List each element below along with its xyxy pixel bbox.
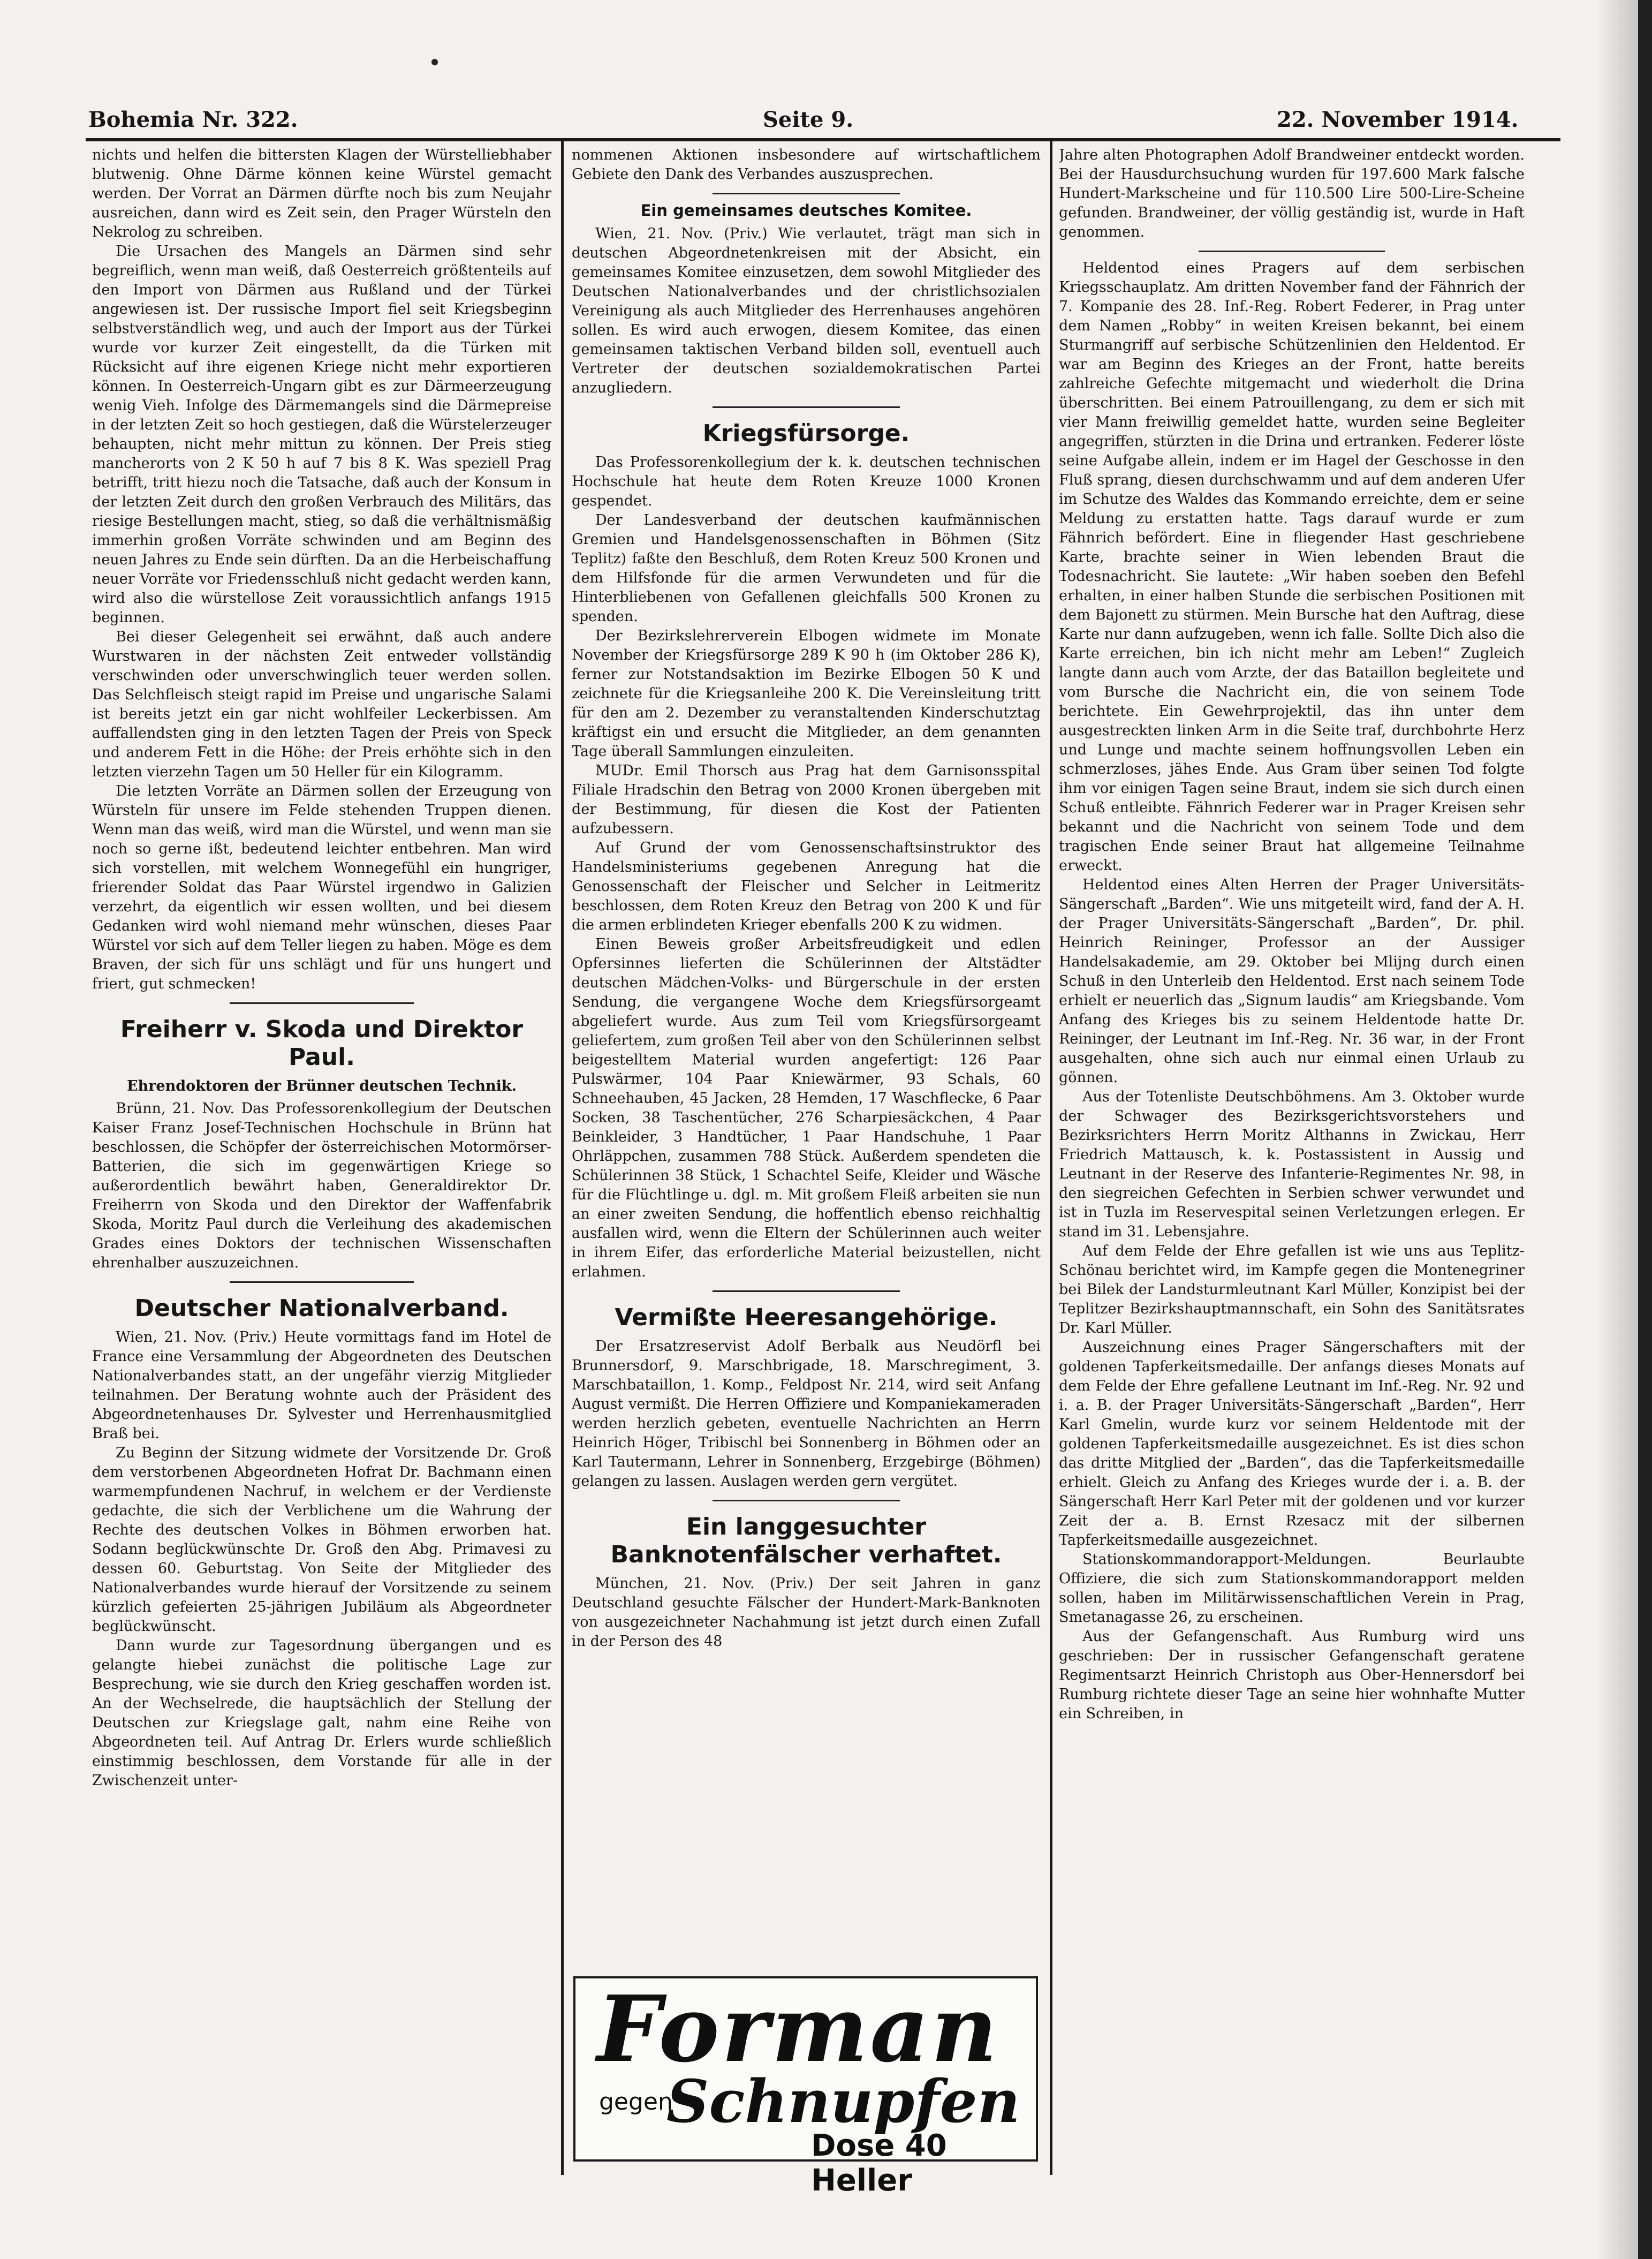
headline-vermisste: Vermißte Heeresangehörige. [615, 1304, 998, 1331]
article-text: Einen Beweis großer Arbeitsfreudigkeit und edlen Opfersinnes lieferten die Schülerinnen der Altstädter deutschen Mädchen-Volks- und Bürgerschule in der ersten Sendung, die vergangene Woche dem Kriegsfürsorgeamt abgeliefert wurde. Aus zum Teil vom Kriegsfürsorgeamt geliefertem, zum großen Teil aber von den Schülerinnen selbst beigestelltem Material wurden angefertigt: 126 Paar Pulswärmer, 104 Paar Kniewärmer, 93 Schals, 60 Schneehauben, 45 Jacken, 28 Hemden, 17 Waschflecke, 6 Paar Socken, 38 Taschentücher, 276 Scharpiesäckchen, 4 Paar Beinkleider, 3 Handtücher, 1 Paar Handschuhe, 1 Paar Ohrläppchen, zusammen 788 Stück. Außerdem spendeten die Schülerinnen 38 Stück, 1 Schachtel Seife, Kleider und Wäsche für die Flüchtlinge u. dgl. m. Mit großem Fleiß arbeiten sie nun an einer zweiten Sendung, die hoffentlich ebenso reichhaltig ausfallen wird, wenn die Eltern der Schülerinnen auch weiter in ihrem Eifer, das erforderliche Material beizustellen, nicht erlahmen. [572, 936, 1041, 1280]
header-rule [86, 138, 1560, 141]
article-separator [230, 1281, 413, 1283]
ad-brand: Forman [597, 1976, 999, 2083]
article-text: Aus der Totenliste Deutschböhmens. Am 3. Oktober wurde der Schwager des Bezirksgerichtsvorstehers und Bezirksrichters Herrn Moritz Althanns in Zwickau, Herr Friedrich Mattausch, k. k. Postassistent in Aussig und Leutnant in der Reserve des Infanterie-Regimentes Nr. 98, in den siegreichen Gefechten in Serbien schwer verwundet und ist in Tuzla im Reservespital seinen Verletzungen erlegen. Er stand im 31. Lebensjahre. [1059, 1089, 1525, 1240]
article-text: Wien, 21. Nov. (Priv.) Heute vormittags fand im Hotel de France eine Versammlung der Abgeordneten des Deutschen Nationalverbandes statt, an der ungefähr vierzig Mitglieder teilnahmen. Der Beratung wohnte auch der Präsident des Abgeordnetenhauses Dr. Sylvester und Herrenhausmitglied Braß bei. [92, 1329, 551, 1442]
article-text: nommenen Aktionen insbesondere auf wirtschaftlichem Gebiete den Dank des Verbandes auszusprechen. [572, 147, 1041, 183]
article-text: Jahre alten Photographen Adolf Brandweiner entdeckt worden. Bei der Hausdurchsuchung wurden für 197.600 Mark falsche Hundert-Markscheine und für 110.500 Lire 500-Lire-Scheine gefunden. Brandweiner, der völlig geständig ist, wurde in Haft genommen. [1059, 147, 1525, 240]
article-text: Der Ersatzreservist Adolf Berbalk aus Neudörfl bei Brunnersdorf, 9. Marschbrigade, 18. Marschregiment, 3. Marschbataillon, 1. Komp., Feldpost Nr. 214, wird seit Anfang August vermißt. Die Herren Offiziere und Kompaniekameraden werden herzlich gebeten, eventuelle Nachrichten an Herrn Heinrich Höger, Tribischl bei Sonnenberg in Böhmen oder an Karl Tautermann, Lehrer in Sonnenberg, Erzgebirge (Böhmen) gelangen zu lassen. Auslagen werden gern vergütet. [572, 1338, 1041, 1490]
forman-advertisement [573, 1976, 1038, 2198]
article-text: Brünn, 21. Nov. Das Professorenkollegium der Deutschen Kaiser Franz Josef-Technischen Hochschule in Brünn hat beschlossen, die Schöpfer der österreichischen Motormörser-Batterien, die sich im gegenwärtigen Kriege so außerordentlich bewährt haben, Generaldirektor Dr. Freiherrn von Skoda und den Direktor der Waffenfabrik Skoda, Moritz Paul durch die Verleihung des akademischen Grades eines Doktors der technischen Wissenschaften ehrenhalber auszuzeichnen. [92, 1100, 551, 1271]
column-rule-1 [561, 140, 564, 2175]
article-text: Heldentod eines Alten Herren der Prager Universitäts-Sängerschaft „Barden“. Wie uns mitgeteilt wird, fand der A. H. der Prager Universitäts-Sängerschaft „Barden“, Dr. phil. Heinrich Reininger, Professor an der Aussiger Handelsakademie, am 29. Oktober bei Mlijng durch einen Schuß in den Unterleib den Heldentod. Erst nach seinem Tode erhielt er neuerlich das „Signum laudis“ am Kriegsbande. Vom Anfang des Krieges bis zu seinem Heldentode hatte Dr. Reininger, der Leutnant im Inf.-Reg. Nr. 36 war, in der Front ausgehalten, ohne sich auch nur einmal einen Urlaub zu gönnen. [1059, 877, 1525, 1086]
publication-issue: Bohemia Nr. 322. [88, 107, 298, 132]
article-text: Aus der Gefangenschaft. Aus Rumburg wird uns geschrieben: Der in russischer Gefangenschaft geratene Regimentsarzt Heinrich Christoph aus Ober-Hennersdorf bei Rumburg richtete dieser Tage an seine hier wohnhafte Mutter ein Schreiben, in [1059, 1628, 1525, 1722]
article-text: Die letzten Vorräte an Därmen sollen der Erzeugung von Würsteln für unsere im Felde stehenden Truppen dienen. Wenn man das weiß, wird man die Würstel, und wenn man sie noch so gerne ißt, bedeutend leichter entbehren. Man wird sich vorstellen, mit welchem Wonnegefühl ein hungriger, frierender Soldat das Paar Würstel irgendwo in Galizien verzehrt, da eigentlich wir essen wollten, und bei diesem Gedanken wird wohl niemand mehr wünschen, dieses Paar Würstel vor sich auf dem Teller liegen zu haben. Möge es dem Braven, der sich für uns schlägt und für uns hungert und friert, gut schmecken! [92, 783, 551, 992]
article-text: MUDr. Emil Thorsch aus Prag hat dem Garnisonsspital Filiale Hradschin den Betrag von 2000 Kronen übergeben mit der Bestimmung, für diesen die Kost der Patienten aufzubessern. [572, 762, 1041, 837]
article-text: Der Landesverband der deutschen kaufmännischen Gremien und Handelsgenossenschaften in Böhmen (Sitz Teplitz) faßte den Beschluß, dem Roten Kreuz 500 Kronen und dem Hilfsfonde für die armen Verwundeten und für die Hinterbliebenen von Gefallenen gleichfalls 500 Kronen zu spenden. [572, 512, 1041, 625]
headline-nationalverband: Deutscher Nationalverband. [134, 1295, 509, 1322]
article-text: Die Ursachen des Mangels an Därmen sind sehr begreiflich, wenn man weiß, daß Oesterreich größtenteils auf den Import von Därmen aus Rußland und der Türkei angewiesen ist. Der russische Import fiel seit Kriegsbeginn selbstverständlich weg, und auch der Import aus der Türkei wurde vor kurzer Zeit eingestellt, da die Türken mit Rücksicht auf ihre eigenen Kriege nicht mehr exportieren können. In Oesterreich-Ungarn gibt es zur Därmeerzeugung wenig Vieh. Infolge des Därmemangels sind die Därmepreise in der letzten Zeit so hoch gestiegen, daß die Würstelerzeuger behaupten, nicht mehr mittun zu können. Der Preis stieg mancherorts von 2 K 50 h auf 7 bis 8 K. Was speziell Prag betrifft, tritt hiezu noch die Tatsache, daß auch der Konsum in der letzten Zeit durch den großen Verbrauch des Militärs, das riesige Bestellungen macht, stieg, so daß die verhältnismäßig immerhin großen Vorräte schwinden und am Beginn des neuen Jahres zu Ende sein dürften. Da an die Herbeischaffung neuer Vorräte vor Friedensschluß nicht gedacht werden kann, wird also die würstellose Zeit voraussichtlich anfangs 1915 beginnen. [92, 243, 551, 626]
headline-kriegsfuersorge: Kriegsfürsorge. [702, 420, 910, 447]
article-text: Wien, 21. Nov. (Priv.) Wie verlautet, trägt man sich in deutschen Abgeordnetenkreisen mit der Absicht, ein gemeinsames Komitee einzusetzen, dem sowohl Mitglieder des Deutschen Nationalverbandes und der christlichsozialen Vereinigung als auch Mitglieder des Herrenhauses angehören sollen. Es wird auch erwogen, diesem Komitee, das einen gemeinsamen taktischen Verband bilden soll, eventuell auch Vertreter der deutschen sozialdemokratischen Partei anzugliedern. [572, 225, 1041, 396]
ad-product: Schnupfen [666, 2067, 1020, 2136]
column-rule-2 [1050, 140, 1052, 2175]
headline-faelscher: Ein langgesuchter Banknotenfälscher verhaftet. [610, 1513, 1002, 1568]
ad-price: Dose 40 Heller [811, 2128, 947, 2198]
article-text: Das Professorenkollegium der k. k. deutschen technischen Hochschule hat heute dem Roten Kreuze 1000 Kronen gespendet. [572, 454, 1041, 509]
page-number: Seite 9. [763, 107, 854, 132]
article-text: Der Bezirkslehrerverein Elbogen widmete im Monate November der Kriegsfürsorge 289 K 90 h (im Oktober 286 K), ferner zur Notstandsaktion im Bezirke Elbogen 50 K und zeichnete für die Kriegsanleihe 200 K. Die Vereinsleitung tritt für den am 2. Dezember zu veranstaltenden Kinderschutztag kräftigst ein und ersucht die Mitglieder, an dem genannten Tage überall Sammlungen einzuleiten. [572, 628, 1041, 760]
column-2 [572, 146, 1041, 1963]
article-separator [713, 193, 900, 194]
article-text: nichts und helfen die bittersten Klagen der Würstelliebhaber blutwenig. Ohne Därme können keine Würstel gemacht werden. Der Vorrat an Därmen dürfte noch bis zum Neujahr ausreichen, dann wird es Zeit sein, den Prager Würsteln den Nekrolog zu schreiben. [92, 147, 551, 240]
column-1 [92, 146, 551, 2170]
headline-skoda: Freiherr v. Skoda und Direktor Paul. [120, 1016, 524, 1071]
article-text: Auf dem Felde der Ehre gefallen ist wie uns aus Teplitz-Schönau berichtet wird, im Kampfe gegen die Montenegriner bei Bilek der Landsturmleutnant Karl Müller, Konzipist bei der Teplitzer Bezirkshauptmannschaft, ein Sohn des Sanitätsrates Dr. Karl Müller. [1059, 1243, 1525, 1336]
column-3 [1059, 146, 1525, 2170]
article-text: München, 21. Nov. (Priv.) Der seit Jahren in ganz Deutschland gesuchte Fälscher der Hundert-Mark-Banknoten von ausgezeichneter Nachahmung ist jetzt durch einen Zufall in der Person des 48 [572, 1575, 1041, 1650]
article-text: Stationskommandorapport-Meldungen. Beurlaubte Offiziere, die sich zum Stationskommandorapport melden sollen, haben im Militärwissenschaftlichen Verein in Prag, Smetanagasse 26, zu erscheinen. [1059, 1551, 1525, 1626]
scan-border [1638, 0, 1652, 2259]
ink-spot [431, 59, 438, 65]
article-text: Heldentod eines Pragers auf dem serbischen Kriegsschauplatz. Am dritten November fand der Fähnrich der 7. Kompanie des 28. Inf.-Reg. Robert Federer, in Prag unter dem Namen „Robby“ in weiten Kreisen bekannt, bei einem Sturmangriff auf serbische Schützenlinien den Heldentod. Er war am Beginn des Krieges an der Front, hatte bereits zahlreiche Gefechte mitgemacht und wiederholt die Drina überschritten. Bei einem Patrouillengang, zu dem er sich mit vier Mann freiwillig gemeldet hatte, wurden seine Begleiter angegriffen, stürzten in die Drina und ertranken. Federer löste seine Aufgabe allein, indem er im Hagel der Geschosse in den Fluß sprang, diesen durchschwamm und auf dem anderen Ufer im Schutze des Waldes das Kommando erreichte, dem er seine Meldung zu erstatten hatte. Tags darauf wurde er zum Fähnrich befördert. Eine in fliegender Hast geschriebene Karte, brachte seiner in Wien lebenden Braut die Todesnachricht. Sie lautete: „Wir haben soeben den Befehl erhalten, in einer halben Stunde die serbischen Positionen mit dem Bajonett zu stürmen. Mein Bursche hat den Auftrag, diese Karte nur dann aufzugeben, wenn ich falle. Sollte Dich also die Karte erreichen, bin ich nicht mehr am Leben!“ Zugleich langte dann auch vom Arzte, der das Bataillon begleitete und vom Bursche die Nachricht ein, die von seinem Tode berichtete. Ein Gewehrprojektil, das ihn unter dem ausgestreckten linken Arm in die Seite traf, durchbohrte Herz und Lunge und machte seinem hoffnungsvollen Leben ein schmerzloses, jähes Ende. Aus Gram über seinen Tod folgte ihm vor einigen Tagen seine Braut, indem sie sich durch einen Schuß entleibte. Fähnrich Federer war in Prager Kreisen sehr bekannt und die Nachricht von seinem Tode und dem tragischen Ende seiner Braut hat allgemeine Teilnahme erweckt. [1059, 260, 1525, 874]
subheadline-skoda: Ehrendoktoren der Brünner deutschen Technik. [126, 1078, 517, 1094]
article-text: Zu Beginn der Sitzung widmete der Vorsitzende Dr. Groß dem verstorbenen Abgeordneten Hofrat Dr. Bachmann einen warmempfundenen Nachruf, in welchem er der Verdienste gedachte, die sich der Verblichene um die Wahrung der Rechte des deutschen Volkes in Böhmen erworben hat. Sodann beglückwünschte Dr. Groß den Abg. Primavesi zu dessen 60. Geburtstag. Von Seite der Mitglieder des Nationalverbandes wurde hierauf der Vorsitzende zu seinem kürzlich gefeierten 25-jährigen Jubiläum als Abgeordneter beglückwünscht. [92, 1445, 551, 1635]
article-separator [230, 1002, 413, 1004]
headline-komitee: Ein gemeinsames deutsches Komitee. [640, 201, 972, 220]
article-text: Auf Grund der vom Genossenschaftsinstruktor des Handelsministeriums gegebenen Anregung hat die Genossenschaft der Fleischer und Selcher in Leitmeritz beschlossen, dem Roten Kreuz den Betrag von 200 K und für die armen erblindeten Krieger ebenfalls 200 K zu widmen. [572, 840, 1041, 933]
article-text: Auszeichnung eines Prager Sängerschafters mit der goldenen Tapferkeitsmedaille. Der anfangs dieses Monats auf dem Felde der Ehre gefallene Leutnant im Inf.-Reg. Nr. 92 und i. a. B. der Prager Universitäts-Sängerschaft „Barden“, Herr Karl Gmelin, wurde kurz vor seinem Heldentode mit der goldenen Tapferkeitsmedaille ausgezeichnet. Es ist dies schon das dritte Mitglied der „Barden“, das die Tapferkeitsmedaille erhielt. Gleich zu Anfang des Krieges wurde der i. a. B. der Sängerschaft Herr Karl Peter mit der goldenen und vor kurzer Zeit der a. B. Ernst Rzesacz mit der silbernen Tapferkeitsmedaille ausgezeichnet. [1059, 1339, 1525, 1548]
article-separator [713, 406, 900, 408]
page-header [0, 102, 1638, 139]
page-edge-shadow [1595, 0, 1638, 2259]
article-text: Dann wurde zur Tagesordnung übergangen und es gelangte hiebei zunächst die politische Lage zur Besprechung, wie sie durch den Krieg geschaffen worden ist. An der Wechselrede, die hauptsächlich der Stellung der Deutschen zur Kriegslage galt, nahm eine Reihe von Abgeordneten teil. Auf Antrag Dr. Erlers wurde schließlich einstimmig beschlossen, dem Vorstande für alle in der Zwischenzeit unter- [92, 1637, 551, 1789]
article-text: Bei dieser Gelegenheit sei erwähnt, daß auch andere Wurstwaren in der nächsten Zeit entweder vollständig verschwinden oder unverschwinglich teuer werden sollen. Das Selchfleisch steigt rapid im Preise und ungarische Salami ist bereits jetzt ein gar nicht wohlfeiler Leckerbissen. Am auffallendsten ging in den letzten Tagen der Preis von Speck und anderem Fett in die Höhe: der Preis erhöhte sich in den letzten vierzehn Tagen um 50 Heller für ein Kilogramm. [92, 629, 551, 780]
article-separator [1199, 251, 1385, 252]
article-separator [713, 1500, 900, 1501]
article-separator [713, 1290, 900, 1292]
issue-date: 22. November 1914. [1277, 107, 1519, 132]
ad-gegen: gegen [599, 2088, 673, 2116]
